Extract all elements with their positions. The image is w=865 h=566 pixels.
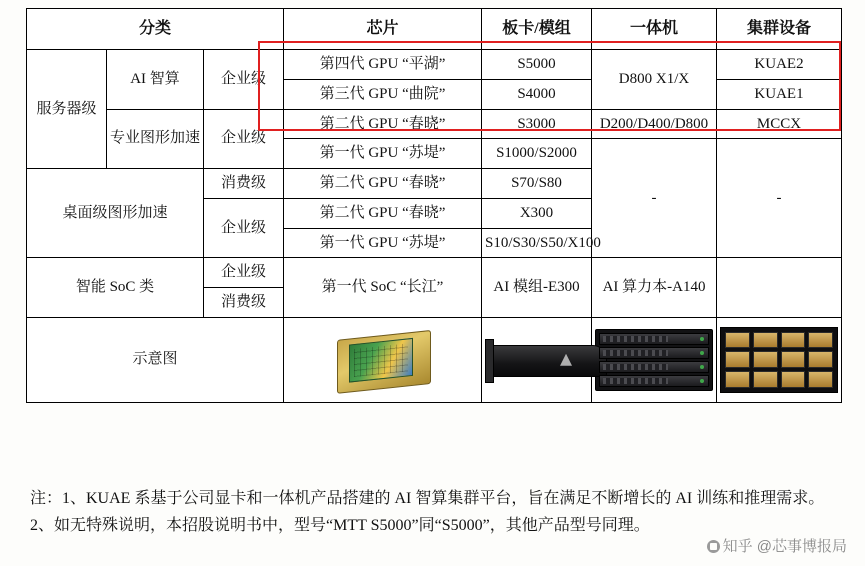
table-row	[27, 50, 842, 80]
cell-grade-enterprise-3: 企业级	[204, 198, 284, 258]
cell-cluster-kuae2: KUAE2	[717, 50, 842, 80]
cell-board-s10-s30-s50-x100: S10/S30/S50/X100	[482, 228, 592, 258]
cell-cluster-kuae1: KUAE1	[717, 79, 842, 109]
cell-board-x300: X300	[482, 198, 592, 228]
header-cluster: 集群设备	[717, 9, 842, 50]
cell-chip-chunxiao-s3000: 第二代 GPU “春晓”	[284, 109, 482, 139]
table-row	[27, 109, 842, 139]
header-board: 板卡/模组	[482, 9, 592, 50]
watermark-text: 知乎 @芯事博报局	[722, 538, 847, 555]
header-machine: 一体机	[592, 9, 717, 50]
product-matrix-table-wrapper	[26, 8, 841, 403]
cell-cluster-dash: -	[717, 139, 842, 258]
header-category: 分类	[27, 9, 284, 50]
gpu-chip-photo	[284, 317, 482, 402]
footnotes	[30, 487, 840, 541]
header-chip: 芯片	[284, 9, 482, 50]
cell-grade-enterprise-4: 企业级	[204, 258, 284, 288]
table-row-legend	[27, 317, 842, 402]
cell-machine-dash: -	[592, 139, 717, 258]
cell-chip-quyuan: 第三代 GPU “曲院”	[284, 79, 482, 109]
cell-board-s1000-s2000: S1000/S2000	[482, 139, 592, 169]
cell-board-s70-s80: S70/S80	[482, 169, 592, 199]
footnote-1: 注：1、KUAE 系基于公司显卡和一体机产品搭建的 AI 智算集群平台，旨在满足不断增长的 AI 训练和推理需求。	[30, 490, 825, 507]
cell-cluster-empty	[717, 258, 842, 318]
legend-row-label: 示意图	[27, 317, 284, 402]
cell-chip-pinghu: 第四代 GPU “平湖”	[284, 50, 482, 80]
cell-machine-d800: D800 X1/X	[592, 50, 717, 110]
cell-board-s3000: S3000	[482, 109, 592, 139]
cell-cluster-mccx: MCCX	[717, 109, 842, 139]
cluster-rack-photo	[717, 317, 842, 402]
rack-server-photo	[592, 317, 717, 402]
table-header-row	[27, 9, 842, 50]
watermark	[707, 535, 847, 556]
zhihu-icon	[707, 540, 720, 553]
cell-category-server: 服务器级	[27, 50, 107, 169]
cell-grade-consumer: 消费级	[204, 169, 284, 199]
product-matrix-table	[26, 8, 842, 403]
cell-chip-sudi-s10: 第一代 GPU “苏堤”	[284, 228, 482, 258]
cell-category-soc: 智能 SoC 类	[27, 258, 204, 318]
cell-chip-sudi-s1000: 第一代 GPU “苏堤”	[284, 139, 482, 169]
cell-chip-chunxiao-s70: 第二代 GPU “春晓”	[284, 169, 482, 199]
cell-grade-enterprise-2: 企业级	[204, 109, 284, 169]
cell-category-desktop-graphics: 桌面级图形加速	[27, 169, 204, 258]
footnote-2: 2、如无特殊说明，本招股说明书中，型号“MTT S5000”同“S5000”，其他产品型号同理。	[30, 516, 650, 534]
cell-board-s5000: S5000	[482, 50, 592, 80]
cell-grade-enterprise: 企业级	[204, 50, 284, 110]
cell-machine-ai-laptop-a140: AI 算力本-A140	[592, 258, 717, 318]
cell-grade-consumer-2: 消费级	[204, 288, 284, 318]
cell-subcategory-pro-graphics: 专业图形加速	[107, 109, 204, 169]
accelerator-card-photo	[482, 317, 592, 402]
cell-subcategory-ai: AI 智算	[107, 50, 204, 110]
table-row	[27, 258, 842, 288]
cell-machine-d200-d400-d800: D200/D400/D800	[592, 109, 717, 139]
cell-chip-changjiang: 第一代 SoC “长江”	[284, 258, 482, 318]
cell-chip-chunxiao-x300: 第二代 GPU “春晓”	[284, 198, 482, 228]
cell-board-s4000: S4000	[482, 79, 592, 109]
cell-board-ai-module-e300: AI 模组-E300	[482, 258, 592, 318]
